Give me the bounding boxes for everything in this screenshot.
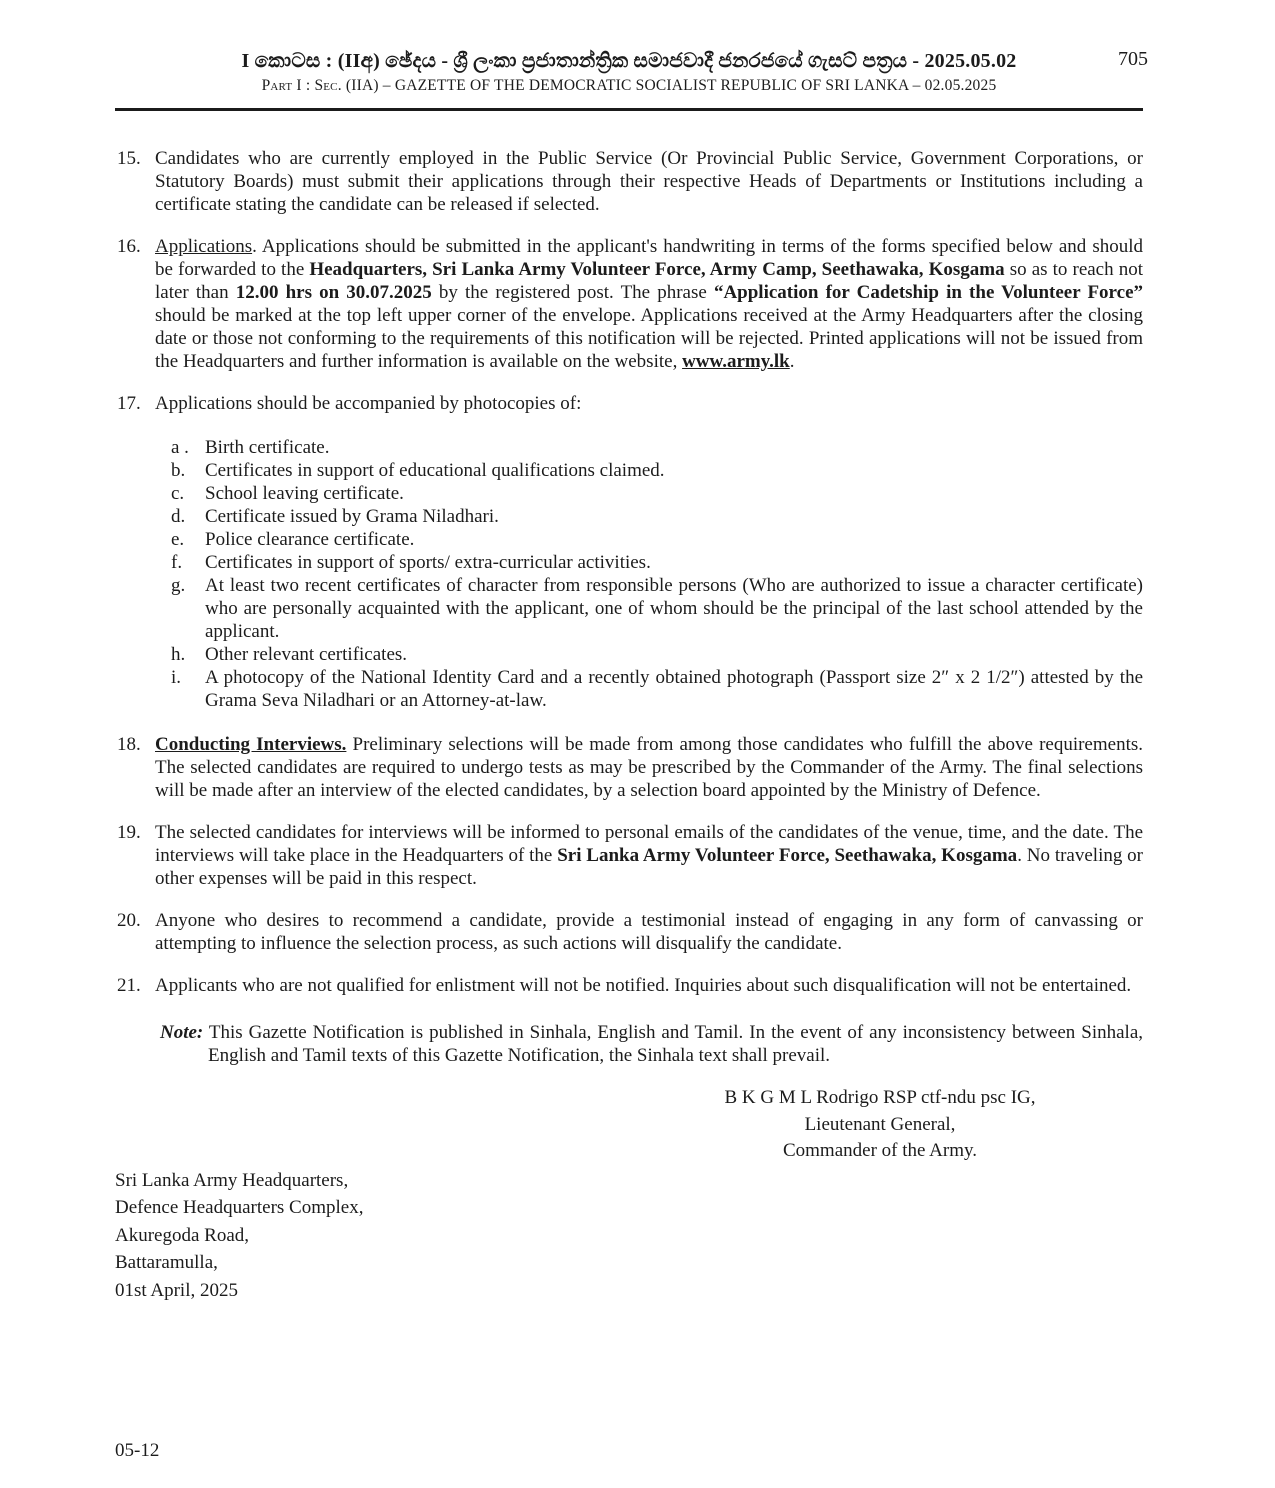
list-item (115, 459, 1143, 482)
clause-16 (115, 235, 1143, 373)
clause-21 (115, 974, 1143, 997)
list-item-letter: h. (171, 644, 186, 665)
list-item-text: Certificates in support of sports/ extra-curricular activities. (205, 552, 651, 573)
note-text: This Gazette Notification is published in Sinhala, English and Tamil. In the event of any inconsistency between Sinhala, English and Tamil texts of this Gazette Notification, the Sinhala text shall prevail. (203, 1022, 1143, 1066)
list-item-letter: b. (171, 460, 186, 481)
clause-18 (115, 733, 1143, 802)
list-item-text: Certificate issued by Grama Niladhari. (205, 506, 499, 527)
list-item (115, 574, 1143, 643)
list-item-letter: e. (171, 529, 185, 550)
clause-19 (115, 821, 1143, 890)
clause-19-seg2: . No traveling or other expenses will be paid in this respect. (155, 845, 1143, 889)
address-line: Akuregoda Road, (115, 1224, 250, 1246)
clause-16-deadline-bold: 12.00 hrs on 30.07.2025 (235, 282, 432, 303)
note-paragraph (115, 1021, 1143, 1067)
gazette-reference-code: 05-12 (115, 1440, 160, 1461)
list-item-text: A photocopy of the National Identity Card and a recently obtained photograph (Passport size 2″ x 2 1/2″) attested by the Grama Seva Niladhari or an Attorney-at-law. (205, 667, 1143, 711)
document-body (115, 147, 1143, 1304)
clause-20-number: 20. (117, 910, 141, 931)
list-item-letter: a . (171, 437, 189, 458)
address-line: Sri Lanka Army Headquarters, (115, 1169, 349, 1191)
clause-17-document-list (115, 436, 1143, 712)
list-item (115, 436, 1143, 459)
clause-16-number: 16. (117, 236, 141, 257)
address-date: 01st April, 2025 (115, 1279, 238, 1301)
clause-16-phrase-bold: “Application for Cadetship in the Volunteer Force” (713, 282, 1144, 303)
note-label: Note: (160, 1022, 204, 1043)
page-header (115, 48, 1148, 111)
list-item-text: School leaving certificate. (205, 483, 404, 504)
list-item-text: Certificates in support of educational qualifications claimed. (205, 460, 665, 481)
address-block (115, 1167, 1143, 1305)
list-item (115, 505, 1143, 528)
clause-18-text: Preliminary selections will be made from among those candidates who fulfill the above requirements. The selected candidates are required to undergo tests as may be prescribed by the Commander of the Army. The final selections will be made after an interview of the elected candidates, by a selection board appointed by the Ministry of Defence. (155, 734, 1144, 801)
clause-16-seg2: so as to reach not later than (155, 259, 1143, 303)
list-item (115, 666, 1143, 712)
clause-15-text: Candidates who are currently employed in the Public Service (Or Provincial Public Service, Government Corporations, or Statutory Boards) must submit their applications through their respective Heads of Departments or Institutions including a certificate stating the candidate can be released if selected. (155, 148, 1143, 215)
clause-18-heading: Conducting Interviews. (155, 734, 347, 755)
clause-17 (115, 392, 1143, 415)
signatory-rank: Lieutenant General, (804, 1113, 956, 1135)
clause-17-number: 17. (117, 393, 141, 414)
page-number: 705 (1118, 48, 1148, 70)
clause-19-number: 19. (117, 822, 141, 843)
list-item-letter: d. (171, 506, 186, 527)
list-item-letter: f. (171, 552, 183, 573)
clause-16-seg1: . Applications should be submitted in the applicant's handwriting in terms of the forms specified below and should be forwarded to the (155, 236, 1143, 280)
list-item (115, 643, 1143, 666)
clause-19-seg1: The selected candidates for interviews will be informed to personal emails of the candidates of the venue, time, and the date. The interviews will take place in the Headquarters of the (155, 822, 1143, 866)
clause-15 (115, 147, 1143, 216)
list-item (115, 551, 1143, 574)
signatory-title: Commander of the Army. (782, 1140, 977, 1161)
clause-16-seg4: should be marked at the top left upper corner of the envelope. Applications received at the Army Headquarters after the closing date or those not conforming to the requirements of this notification will be rejected. Printed applications will not be issued from the Headquarters and further information is available on the website, (155, 305, 1143, 372)
header-english-title: Part I : Sec. (IIA) – GAZETTE OF THE DEMOCRATIC SOCIALIST REPUBLIC OF SRI LANKA – 02.05.2025 (261, 77, 997, 94)
clause-21-text: Applicants who are not qualified for enlistment will not be notified. Inquiries about such disqualification will not be entertained. (155, 975, 1132, 996)
address-line: Defence Headquarters Complex, (115, 1197, 364, 1218)
signatory-name: B K G M L Rodrigo RSP ctf-ndu psc IG, (724, 1087, 1036, 1108)
list-item-letter: c. (171, 483, 185, 504)
clause-16-seg5: . (789, 351, 795, 372)
clause-16-seg3: by the registered post. The phrase (431, 282, 714, 303)
clause-17-text: Applications should be accompanied by photocopies of: (155, 393, 582, 414)
clause-20 (115, 909, 1143, 955)
signature-block (650, 1085, 1110, 1165)
army-website-link[interactable]: www.army.lk (682, 351, 790, 372)
clause-15-number: 15. (117, 148, 141, 169)
list-item (115, 482, 1143, 505)
header-sinhala-title: I කොටස : (IIඅ) ඡේදය - ශ්‍රී ලංකා ප්‍රජාතාන්ත්‍රික සමාජවාදී ජනරජයේ ගැසට් පත්‍රය - 2025.05.02 (241, 50, 1017, 72)
list-item (115, 528, 1143, 551)
list-item-text: At least two recent certificates of character from responsible persons (Who are authorized to issue a character certificate) who are personally acquainted with the applicant, one of whom should be the principal of the last school attended by the applicant. (205, 575, 1143, 642)
clause-18-number: 18. (117, 734, 141, 755)
clause-21-number: 21. (117, 975, 141, 996)
list-item-letter: i. (171, 667, 182, 688)
clause-16-headquarters-bold: Headquarters, Sri Lanka Army Volunteer Force, Army Camp, Seethawaka, Kosgama (309, 259, 1005, 280)
address-line: Battaramulla, (115, 1252, 218, 1273)
clause-20-text: Anyone who desires to recommend a candidate, provide a testimonial instead of engaging in any form of canvassing or attempting to influence the selection process, as such actions will disqualify the candidate. (155, 910, 1143, 954)
list-item-text: Other relevant certificates. (205, 644, 408, 665)
list-item-text: Police clearance certificate. (205, 529, 415, 550)
clause-19-force-bold: Sri Lanka Army Volunteer Force, Seethawaka, Kosgama (557, 845, 1018, 866)
list-item-text: Birth certificate. (205, 437, 330, 458)
clause-16-applications-heading: Applications (155, 236, 253, 257)
list-item-letter: g. (171, 575, 186, 596)
